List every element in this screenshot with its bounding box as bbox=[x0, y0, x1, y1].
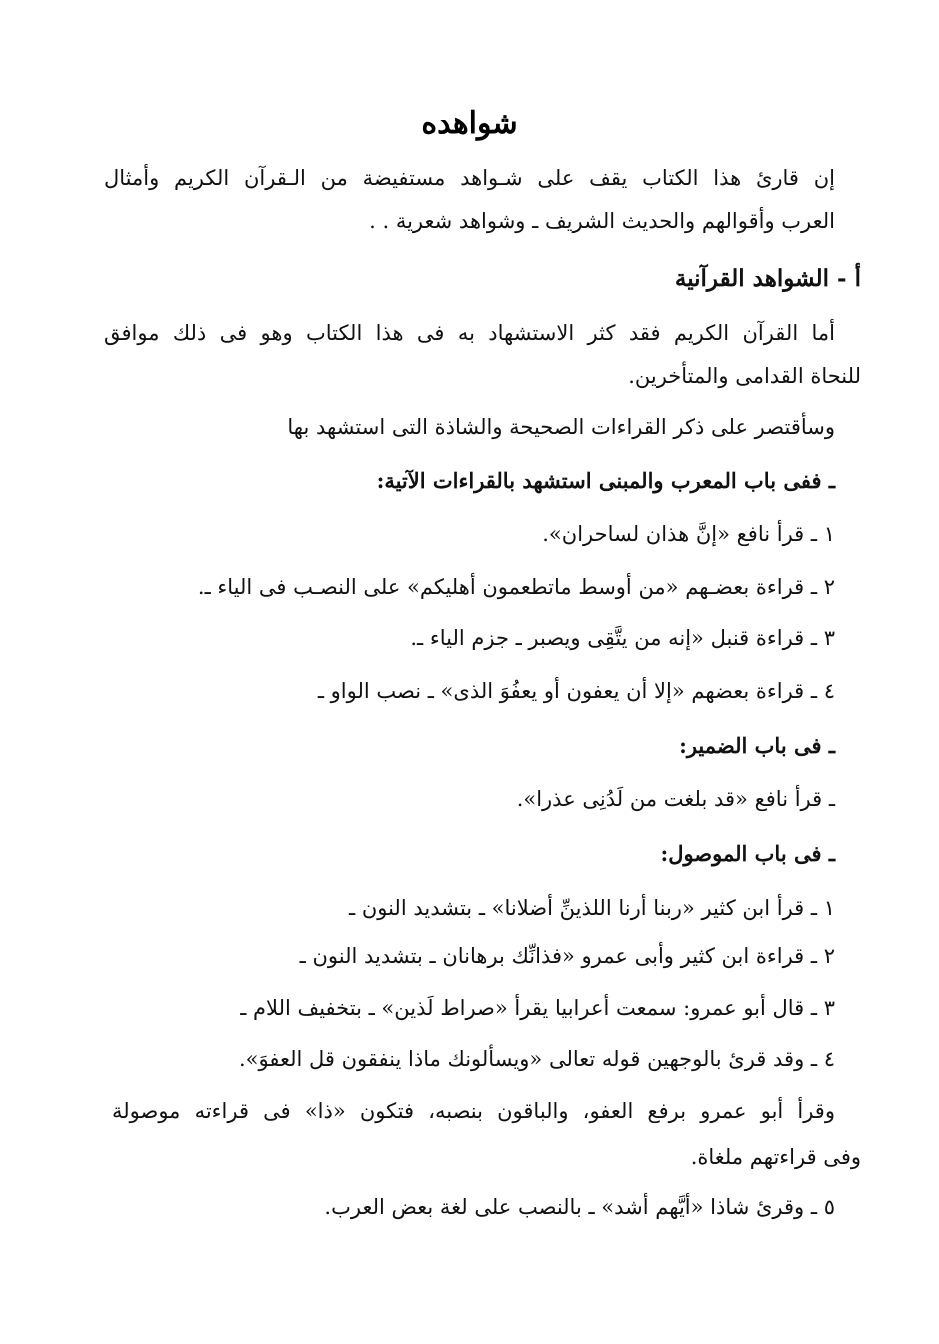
bab-mawsul-item-3: ٣ ـ قال أبو عمرو: سمعت أعرابيا يقرأ «صراط لَذين» ـ بتخفيف اللام ـ bbox=[240, 996, 835, 1020]
bab-mawsul-item-5: ٥ ـ وقرئ شاذا «أيَّهم أشد» ـ بالنصب على لغة بعض العرب. bbox=[324, 1195, 835, 1219]
bab-damir-item-1: ـ قرأ نافع «قد بلغت من لَدُنِى عذرا». bbox=[516, 787, 835, 811]
bab-mawsul-paragraph-line-1: وقرأ أبو عمرو برفع العفو، والباقون بنصبه، فتكون «ذا» فى قراءته موصولة bbox=[112, 1099, 835, 1123]
page-title: شواهده bbox=[421, 106, 518, 141]
bab-muarab-item-3: ٣ ـ قراءة قنبل «إنه من يتَّقِى ويصبر ـ جزم الياء ـ. bbox=[410, 626, 835, 650]
quran-paragraph-line-2: للنحاة القدامى والمتأخرين. bbox=[628, 364, 861, 388]
bab-muarab-heading: ـ ففى باب المعرب والمبنى استشهد بالقراءات الآتية: bbox=[376, 468, 835, 493]
quran-paragraph-line-1: أما القرآن الكريم فقد كثر الاستشهاد به فى هذا الكتاب وهو فى ذلك موافق bbox=[104, 321, 835, 345]
bab-mawsul-item-2: ٢ ـ قراءة ابن كثير وأبى عمرو «فذانِّك برهانان ـ بتشديد النون ـ bbox=[299, 944, 835, 968]
bab-mawsul-item-4: ٤ ـ وقد قرئ بالوجهين قوله تعالى «ويسألونك ماذا ينفقون قل العفوَ». bbox=[238, 1047, 835, 1071]
bab-mawsul-item-1: ١ ـ قرأ ابن كثير «ربنا أرنا اللذينِّ أضلانا» ـ بتشديد النون ـ bbox=[349, 896, 835, 920]
intro-line-1: إن قارئ هذا الكتاب يقف على شـواهد مستفيضة من الـقرآن الكريم وأمثال bbox=[104, 166, 835, 190]
bab-muarab-item-2: ٢ ـ قراءة بعضـهم «من أوسط ماتطعمون أهليكم» على النصـب فى الياء ـ. bbox=[197, 575, 835, 599]
bab-mawsul-paragraph-line-2: وفى قراءتهم ملغاة. bbox=[690, 1145, 861, 1169]
bab-muarab-item-1: ١ ـ قرأ نافع «إنَّ هذان لساحران». bbox=[542, 522, 835, 546]
intro-line-2: العرب وأقوالهم والحديث الشريف ـ وشواهد شعرية . . bbox=[369, 209, 835, 233]
bab-muarab-item-4: ٤ ـ قراءة بعضهم «إلا أن يعفون أو يعفُوَ الذى» ـ نصب الواو ـ bbox=[317, 679, 835, 703]
section-heading-quran: أ - الشواهد القرآنية bbox=[674, 265, 861, 292]
bab-mawsul-heading: ـ فى باب الموصول: bbox=[660, 841, 835, 866]
bab-damir-heading: ـ فى باب الضمير: bbox=[679, 733, 835, 758]
quran-paragraph-2: وسأقتصر على ذكر القراءات الصحيحة والشاذة التى استشهد بها bbox=[287, 415, 835, 439]
